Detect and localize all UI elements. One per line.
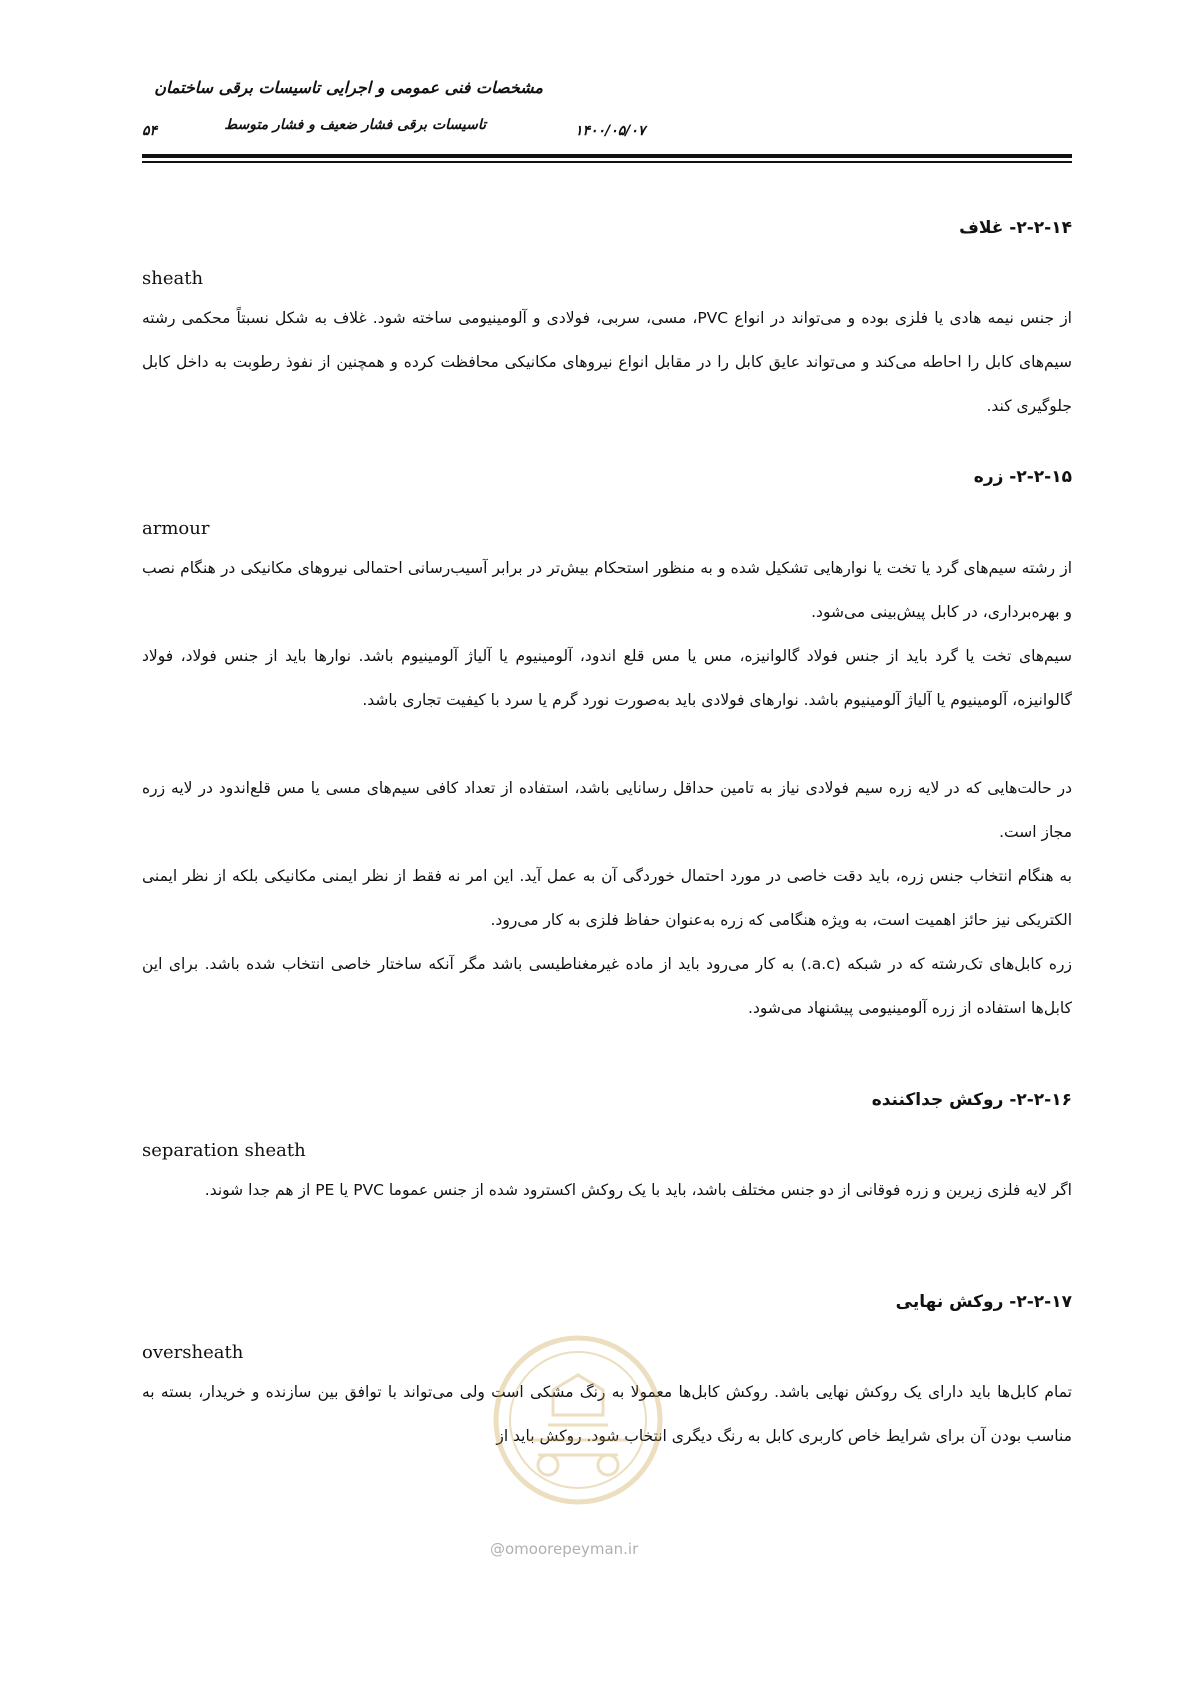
section-paragraph: به هنگام انتخاب جنس زره، باید دقت خاصی در مورد احتمال خوردگی آن به عمل آید. این امر نه فقط از نظر ایمنی مکانیکی بلکه از نظر ایمنی الکتریکی نیز حائز اهمیت است، به ویژه هنگامی که زره به‌عنوان حفاظ فلزی به کار می‌رود. <box>142 867 1072 929</box>
section-paragraph: از جنس نیمه هادی یا فلزی بوده و می‌تواند در انواع PVC، مسی، سربی، فولادی و آلومینیومی ساخته شود. غلاف به شکل نسبتاً محکمی رشته سیم‌های کابل را احاطه می‌کند و می‌تواند عایق کابل را در مقابل انواع نیروهای مکانیکی محافظت کرده و همچنین از نفوذ رطوبت به داخل کابل جلوگیری کند. <box>142 309 1072 415</box>
section-paragraph: اگر لایه فلزی زیرین و زره فوقانی از دو جنس مختلف باشد، باید با یک روکش اکسترود شده از جنس عموما PVC یا PE از هم جدا شوند. <box>204 1181 1072 1199</box>
section-heading: ۲-۲-۱۴- غلاف <box>959 218 1072 238</box>
section-english-term: armour <box>142 518 210 539</box>
section-paragraph: زره کابل‌های تک‌رشته که در شبکه (a.c.) به کار می‌رود باید از ماده غیرمغناطیسی باشد مگر آنکه ساختار خاصی انتخاب شده باشد. برای این کابل‌ها استفاده از زره آلومینیومی پیشنهاد می‌شود. <box>142 955 1072 1017</box>
page-number: ۵۴ <box>142 123 158 139</box>
watermark-seal-icon <box>488 1330 668 1510</box>
section-english-term: oversheath <box>142 1342 244 1363</box>
section-paragraph: در حالت‌هایی که در لایه زره سیم فولادی نیاز به تامین حداقل رسانایی باشد، استفاده از تعداد کافی سیم‌های مسی یا مس قلع‌اندود در لایه زره مجاز است. <box>142 779 1072 841</box>
header-divider-thin <box>142 161 1072 163</box>
header-divider-thick <box>142 154 1072 158</box>
section-english-term: separation sheath <box>142 1140 306 1161</box>
section-paragraph: سیم‌های تخت یا گرد باید از جنس فولاد گالوانیزه، مس یا مس قلع اندود، آلومینیوم یا آلیاژ آلومینیوم باشد. نوارها باید از جنس فولاد، فولاد گالوانیزه، آلومینیوم یا آلیاژ آلومینیوم باشد. نوارهای فولادی باید به‌صورت نورد گرم یا سرد با کیفیت تجاری باشد. <box>142 647 1072 709</box>
section-heading: ۲-۲-۱۶- روکش جداکننده <box>871 1090 1072 1110</box>
section-heading: ۲-۲-۱۷- روکش نهایی <box>895 1292 1072 1312</box>
header-date: ۱۴۰۰/۰۵/۰۷ <box>575 123 646 139</box>
section-paragraph: تمام کابل‌ها باید دارای یک روکش نهایی باشد. روکش کابل‌ها معمولا به رنگ مشکی است ولی می‌تواند با توافق بین سازنده و خریدار، بسته به مناسب بودن آن برای شرایط خاص کاربری کابل به رنگ دیگری انتخاب شود. روکش باید از <box>142 1383 1072 1445</box>
section-heading: ۲-۲-۱۵- زره <box>973 467 1072 487</box>
watermark-text: @omoorepeyman.ir <box>490 1540 639 1558</box>
section-english-term: sheath <box>142 268 204 289</box>
header-title: مشخصات فنی عمومی و اجرایی تاسیسات برقی ساختمان <box>154 78 543 97</box>
section-paragraph: از رشته سیم‌های گرد یا تخت یا نوارهایی تشکیل شده و به منظور استحکام بیش‌تر در برابر آسیب‌رسانی احتمالی نیروهای مکانیکی در هنگام نصب و بهره‌برداری، در کابل پیش‌بینی می‌شود. <box>142 559 1072 621</box>
header-subtitle: تاسیسات برقی فشار ضعیف و فشار متوسط <box>224 117 486 133</box>
